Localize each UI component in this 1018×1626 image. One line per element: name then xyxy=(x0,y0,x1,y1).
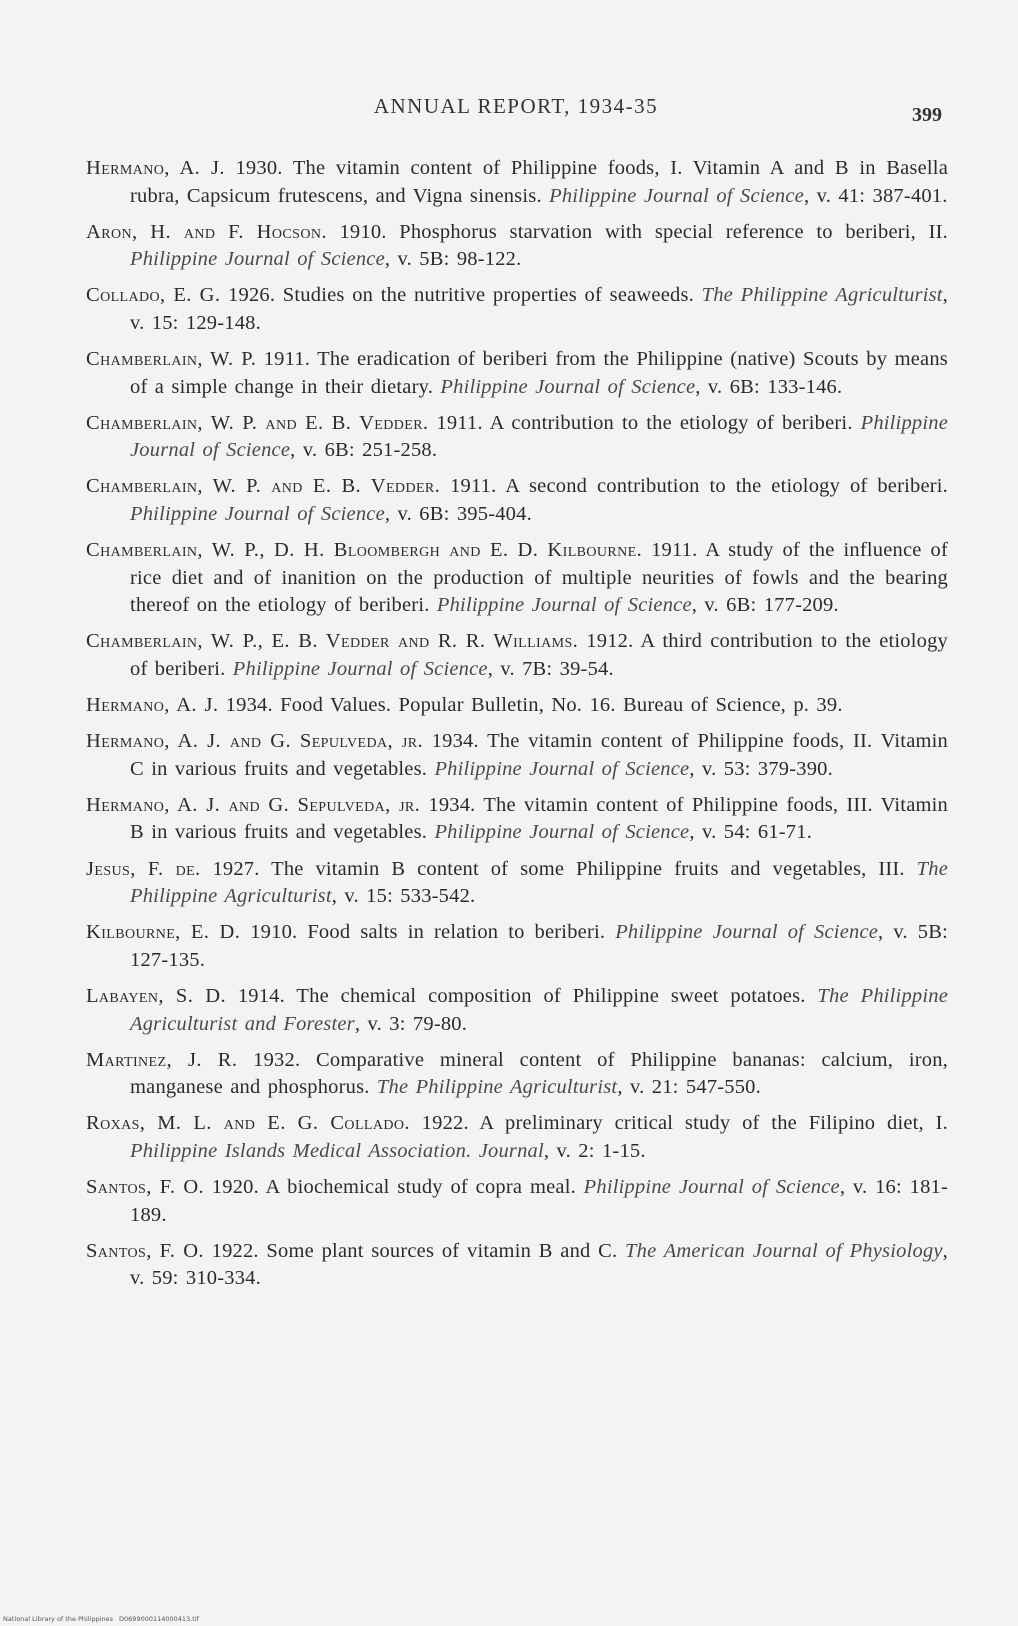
reference-text: 1926. Studies on the nutritive properties of seaweeds. xyxy=(220,284,702,307)
reference-text: 1911. A study of the influence of rice diet and of inanition on the production of multiple neurities of fowls and the bearing thereof on the etiology of beriberi. xyxy=(130,539,949,617)
reference-source: Philippine Journal of Science xyxy=(232,658,488,680)
reference-tail: , v. 6B: 395-404. xyxy=(384,503,532,526)
reference-entry xyxy=(86,1047,948,1102)
reference-tail: , v. 59: 310-334. xyxy=(130,1239,948,1290)
reference-text: 1920. A biochemical study of copra meal. xyxy=(204,1176,584,1198)
reference-author: Roxas, M. L. and E. G. Collado. xyxy=(86,1112,410,1135)
reference-source: The Philippine Agriculturist and Forester xyxy=(130,984,948,1035)
footer-library: National Library of the Philippines xyxy=(3,1615,114,1623)
reference-entry xyxy=(86,410,948,465)
reference-tail: , v. 6B: 177-209. xyxy=(691,594,839,617)
reference-tail: , v. 5B: 127-135. xyxy=(130,921,948,971)
reference-entry xyxy=(86,282,948,337)
reference-source: Philippine Journal of Science xyxy=(436,594,692,617)
reference-source: The Philippine Agriculturist xyxy=(376,1076,618,1099)
reference-author: Chamberlain, W. P. and E. B. Vedder. xyxy=(86,475,441,498)
reference-author: Aron, H. and F. Hocson. xyxy=(86,220,327,243)
reference-entry xyxy=(86,856,948,911)
reference-tail: , v. 5B: 98-122. xyxy=(384,248,522,271)
reference-tail: , v. 16: 181-189. xyxy=(130,1176,949,1226)
reference-entry xyxy=(86,1110,948,1165)
reference-source: The American Journal of Physiology xyxy=(625,1239,943,1262)
reference-entry xyxy=(86,473,948,528)
reference-tail: , v. 3: 79-80. xyxy=(354,1012,468,1035)
reference-author: Chamberlain, W. P., D. H. Bloombergh and E. D. Kilbourne. xyxy=(86,539,643,562)
running-title: ANNUAL REPORT, 1934-35 xyxy=(373,94,659,118)
reference-tail: , v. 15: 533-542. xyxy=(331,885,476,908)
reference-text: 1914. The chemical composition of Philippine sweet potatoes. xyxy=(226,984,818,1007)
reference-tail: , v. 6B: 133-146. xyxy=(695,375,843,398)
reference-source: Philippine Journal of Science xyxy=(615,921,879,944)
reference-entry xyxy=(86,628,948,683)
reference-entry xyxy=(86,219,948,274)
reference-entry xyxy=(86,537,948,620)
reference-author: Hermano, A. J. and G. Sepulveda, jr. xyxy=(86,730,423,753)
reference-entry xyxy=(86,1238,948,1293)
reference-text: 1922. A preliminary critical study of the Filipino diet, I. xyxy=(409,1112,948,1135)
reference-tail: , v. 41: 387-401. xyxy=(803,184,948,207)
reference-author: Santos, F. O. xyxy=(86,1239,204,1262)
reference-text: 1911. A second contribution to the etiology of beriberi. xyxy=(440,475,948,498)
reference-author: Chamberlain, W. P. and E. B. Vedder. xyxy=(86,411,429,434)
page-header xyxy=(84,94,948,124)
reference-source: The Philippine Agriculturist xyxy=(130,857,948,908)
reference-text: 1930. The vitamin content of Philippine foods, I. Vitamin A and B in Basella rubra, Capsicum frutescens, and Vigna sinensis. xyxy=(130,157,949,207)
reference-entry xyxy=(86,792,948,847)
reference-tail: , v. 54: 61-71. xyxy=(689,821,813,844)
reference-author: Hermano, A. J. xyxy=(86,157,225,179)
reference-author: Hermano, A. J. and G. Sepulveda, jr. xyxy=(86,793,421,816)
reference-text: 1934. Food Values. Popular Bulletin, No. 16. Bureau of Science, p. 39. xyxy=(218,694,843,717)
reference-source: Philippine Journal of Science xyxy=(130,248,385,271)
reference-tail: , v. 2: 1-15. xyxy=(543,1139,646,1162)
reference-source: Philippine Islands Medical Association. Journal xyxy=(130,1139,544,1162)
reference-author: Jesus, F. de. xyxy=(86,857,201,880)
reference-entry xyxy=(86,983,948,1038)
reference-list xyxy=(86,155,948,1301)
reference-tail: , v. 7B: 39-54. xyxy=(487,658,614,680)
footer-stamp xyxy=(3,1615,199,1623)
reference-author: Hermano, A. J. xyxy=(86,694,219,717)
reference-source: Philippine Journal of Science xyxy=(583,1176,840,1198)
reference-author: Labayen, S. D. xyxy=(86,984,226,1007)
reference-text: 1911. The eradication of beriberi from the Philippine (native) Scouts by means of a simple change in their dietary. xyxy=(130,348,948,398)
reference-text: 1912. A third contribution to the etiology of beriberi. xyxy=(130,630,948,680)
reference-source: Philippine Journal of Science xyxy=(130,503,385,526)
reference-text: 1911. A contribution to the etiology of beriberi. xyxy=(428,411,861,434)
reference-entry xyxy=(86,346,948,401)
reference-tail: , v. 6B: 251-258. xyxy=(290,439,438,462)
reference-author: Chamberlain, W. P. xyxy=(86,348,257,371)
reference-author: Kilbourne, E. D. xyxy=(86,921,241,944)
reference-tail: , v. 15: 129-148. xyxy=(130,284,948,334)
reference-author: Chamberlain, W. P., E. B. Vedder and R. R. Williams. xyxy=(86,630,579,653)
reference-text: 1910. Phosphorus starvation with special reference to beriberi, II. xyxy=(326,220,948,243)
reference-text: 1922. Some plant sources of vitamin B and C. xyxy=(203,1239,626,1262)
page-number: 399 xyxy=(912,104,942,126)
reference-entry xyxy=(86,1174,948,1229)
reference-source: Philippine Journal of Science xyxy=(130,411,948,462)
reference-author: Santos, F. O. xyxy=(86,1176,205,1198)
reference-entry xyxy=(86,919,948,974)
footer-image-id: D0699000114000413.tif xyxy=(119,1615,199,1623)
reference-text: 1910. Food salts in relation to beriberi. xyxy=(240,921,616,944)
reference-entry xyxy=(86,155,948,210)
reference-entry xyxy=(86,728,948,783)
reference-author: Collado, E. G. xyxy=(86,284,221,307)
reference-source: Philippine Journal of Science xyxy=(434,821,690,844)
reference-source: Philippine Journal of Science xyxy=(549,184,804,207)
reference-source: Philippine Journal of Science xyxy=(434,757,690,780)
reference-author: Martinez, J. R. xyxy=(86,1048,238,1071)
reference-tail: , v. 53: 379-390. xyxy=(689,757,833,780)
reference-tail: , v. 21: 547-550. xyxy=(617,1076,761,1099)
reference-source: Philippine Journal of Science xyxy=(440,375,696,398)
reference-text: 1927. The vitamin B content of some Philippine fruits and vegetables, III. xyxy=(200,857,917,880)
reference-text: 1934. The vitamin content of Philippine foods, III. Vitamin B in various fruits and vegetables. xyxy=(130,793,948,844)
reference-text: 1932. Comparative mineral content of Philippine bananas: calcium, iron, manganese and phosphorus. xyxy=(130,1048,948,1099)
reference-entry xyxy=(86,692,948,720)
reference-text: 1934. The vitamin content of Philippine foods, II. Vitamin C in various fruits and vegetables. xyxy=(130,730,948,780)
reference-source: The Philippine Agriculturist xyxy=(701,284,943,307)
